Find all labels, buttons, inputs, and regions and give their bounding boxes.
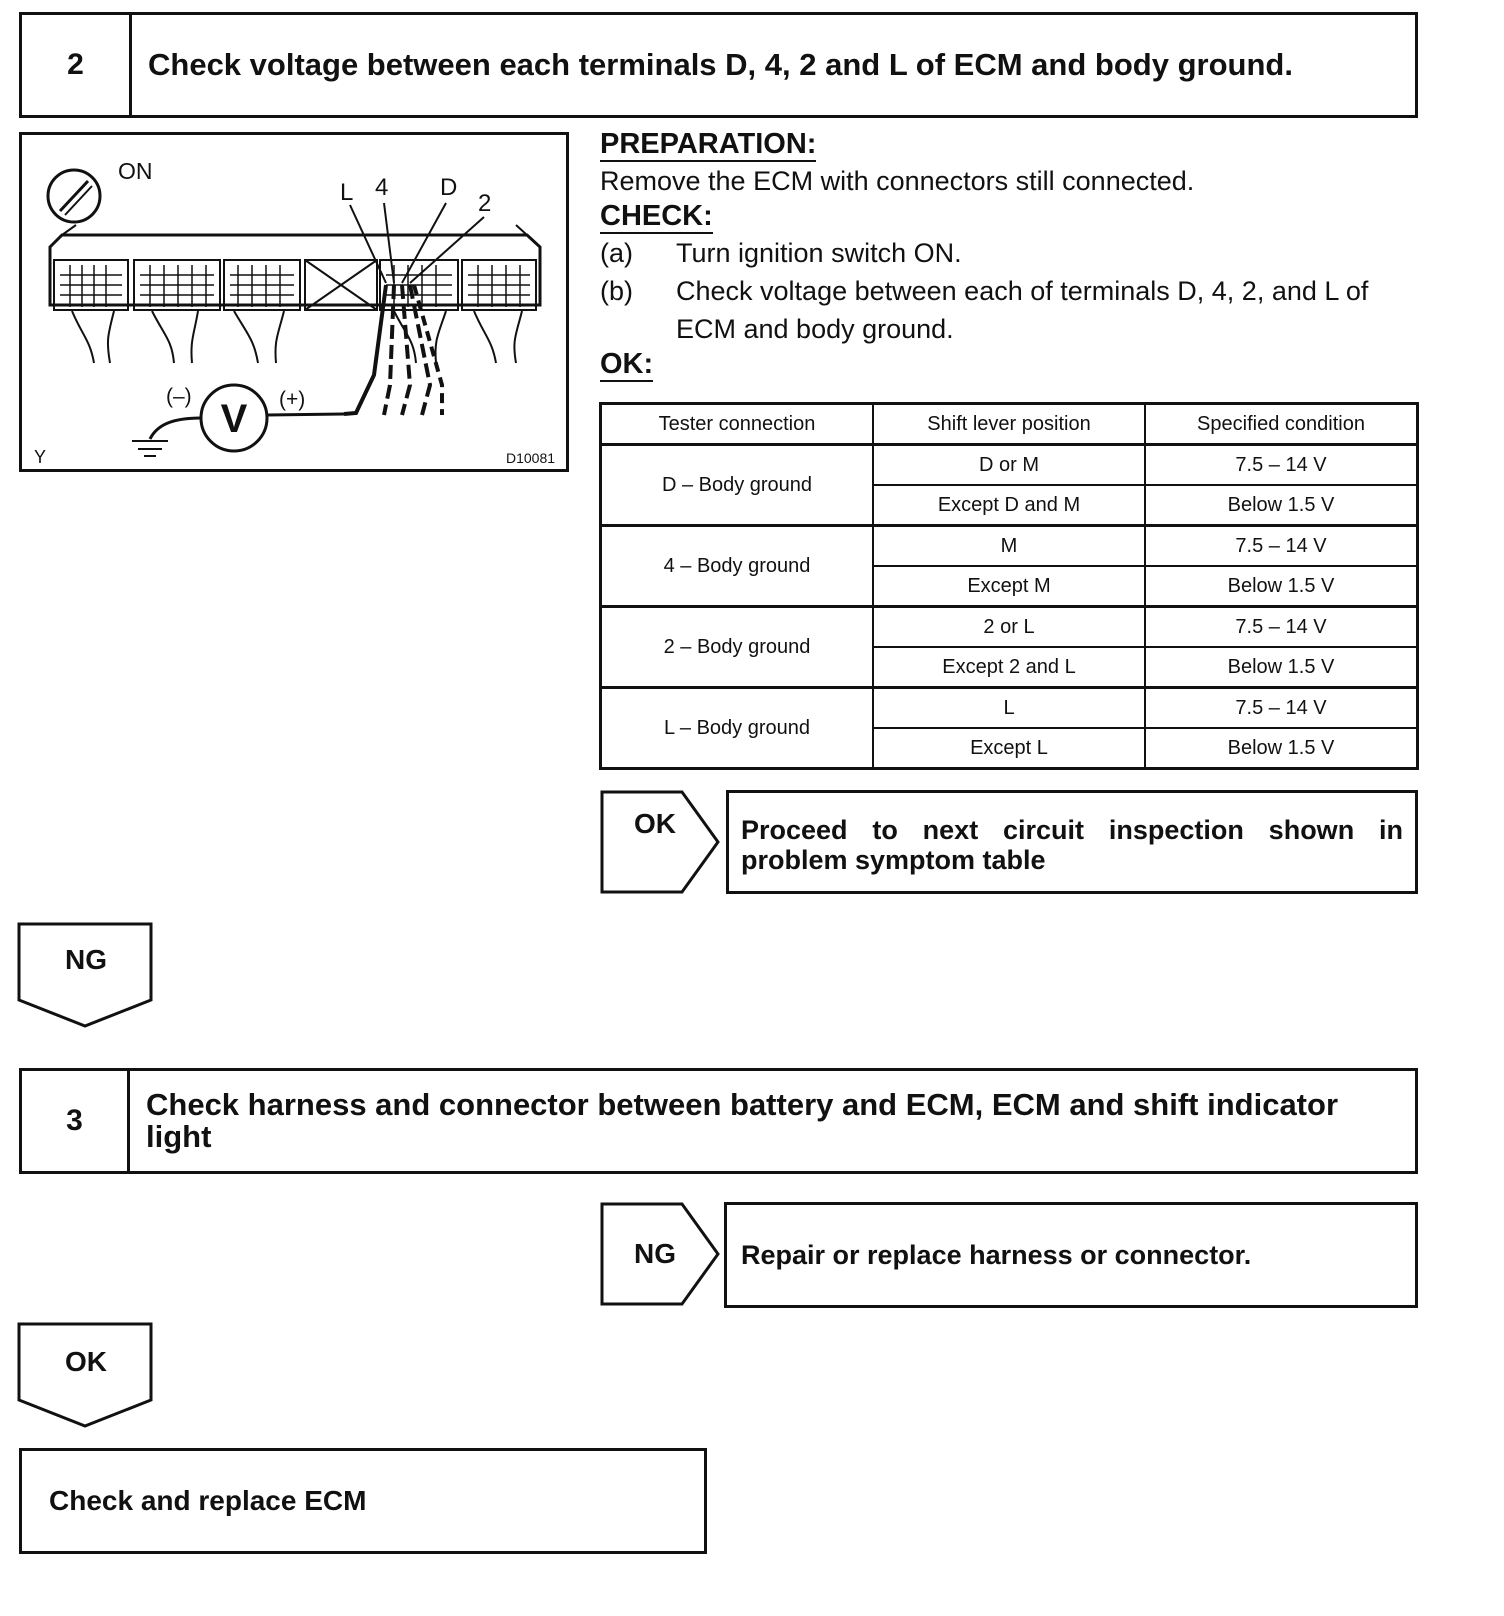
- ng-tag-step3: NG: [634, 1238, 676, 1269]
- cell-position: Except 2 and L: [873, 647, 1145, 688]
- ecm-diagram: [19, 132, 569, 472]
- ok-result-box-step2: [726, 790, 1418, 894]
- preparation-text: Remove the ECM with connectors still connected.: [600, 166, 1195, 196]
- step3-header: [19, 1068, 1418, 1174]
- cell-condition: Below 1.5 V: [1145, 485, 1418, 526]
- step3-number: 3: [22, 1071, 130, 1171]
- cell-position: Except D and M: [873, 485, 1145, 526]
- positive-label: (+): [279, 388, 306, 411]
- check-item-text: Check voltage between each of terminals D, 4, 2, and L of ECM and body ground.: [676, 276, 1369, 344]
- meter-symbol: V: [220, 397, 248, 441]
- cell-position: L: [873, 688, 1145, 729]
- ecm-diagram-drawing: [22, 135, 566, 469]
- table-row: [601, 526, 1418, 567]
- ok-tag-step3: OK: [65, 1346, 107, 1377]
- cell-position: D or M: [873, 445, 1145, 486]
- cell-condition: 7.5 – 14 V: [1145, 688, 1418, 729]
- cell-connection: D – Body ground: [601, 445, 874, 526]
- cell-position: M: [873, 526, 1145, 567]
- step2-number: 2: [22, 15, 132, 115]
- cell-condition: 7.5 – 14 V: [1145, 526, 1418, 567]
- final-action-box: [19, 1448, 707, 1554]
- wire-harnesses: [72, 311, 522, 363]
- header-shift-lever-position: Shift lever position: [873, 404, 1145, 445]
- ok-arrow-right-icon: [600, 790, 722, 896]
- check-heading: CHECK:: [600, 200, 713, 232]
- instructions: [600, 128, 1440, 382]
- ng-arrow-down-icon: [17, 922, 155, 1032]
- cell-connection: 4 – Body ground: [601, 526, 874, 607]
- corner-label: Y: [34, 447, 47, 467]
- ng-result-text-step3: Repair or replace harness or connector.: [741, 1240, 1252, 1270]
- switch-label: ON: [118, 158, 153, 184]
- header-tester-connection: Tester connection: [601, 404, 874, 445]
- cell-condition: Below 1.5 V: [1145, 728, 1418, 769]
- check-item-label: (a): [600, 238, 633, 268]
- preparation-heading: PREPARATION:: [600, 128, 817, 160]
- terminal-label-l: L: [340, 179, 354, 206]
- figure-id: D10081: [506, 450, 556, 466]
- cell-position: Except M: [873, 566, 1145, 607]
- cell-position: 2 or L: [873, 607, 1145, 648]
- terminal-label-4: 4: [375, 174, 389, 201]
- final-action-text: Check and replace ECM: [49, 1485, 367, 1516]
- step2-title: Check voltage between each terminals D, 4, 2 and L of ECM and body ground.: [148, 47, 1293, 82]
- table-row: [601, 688, 1418, 729]
- cell-condition: 7.5 – 14 V: [1145, 607, 1418, 648]
- table-row: [601, 445, 1418, 486]
- spec-table: [599, 402, 1419, 770]
- step2-header: [19, 12, 1418, 118]
- check-item-b: [600, 272, 1420, 348]
- table-row: [601, 607, 1418, 648]
- ecm-body: [50, 235, 540, 305]
- step3-title: Check harness and connector between battery and ECM, ECM and shift indicator light: [146, 1087, 1339, 1154]
- cell-connection: L – Body ground: [601, 688, 874, 769]
- ng-tag-step2: NG: [65, 944, 107, 975]
- cell-condition: Below 1.5 V: [1145, 647, 1418, 688]
- table-header-row: [601, 404, 1418, 445]
- ecm-connectors: [54, 260, 536, 310]
- terminal-label-d: D: [440, 174, 458, 201]
- cell-connection: 2 – Body ground: [601, 607, 874, 688]
- terminal-label-2: 2: [478, 190, 492, 217]
- ok-result-text-step2: Proceed to next circuit inspection shown in problem symptom table: [741, 815, 1403, 875]
- negative-label: (–): [166, 385, 192, 408]
- header-specified-condition: Specified condition: [1145, 404, 1418, 445]
- ground-icon: [132, 441, 168, 456]
- cell-condition: Below 1.5 V: [1145, 566, 1418, 607]
- check-item-label: (b): [600, 276, 633, 306]
- cell-position: Except L: [873, 728, 1145, 769]
- check-item-a: [600, 234, 1440, 272]
- ok-heading: OK:: [600, 348, 654, 380]
- cell-condition: 7.5 – 14 V: [1145, 445, 1418, 486]
- ok-tag-step2: OK: [634, 808, 676, 839]
- ng-result-box-step3: [724, 1202, 1418, 1308]
- check-item-text: Turn ignition switch ON.: [676, 238, 962, 268]
